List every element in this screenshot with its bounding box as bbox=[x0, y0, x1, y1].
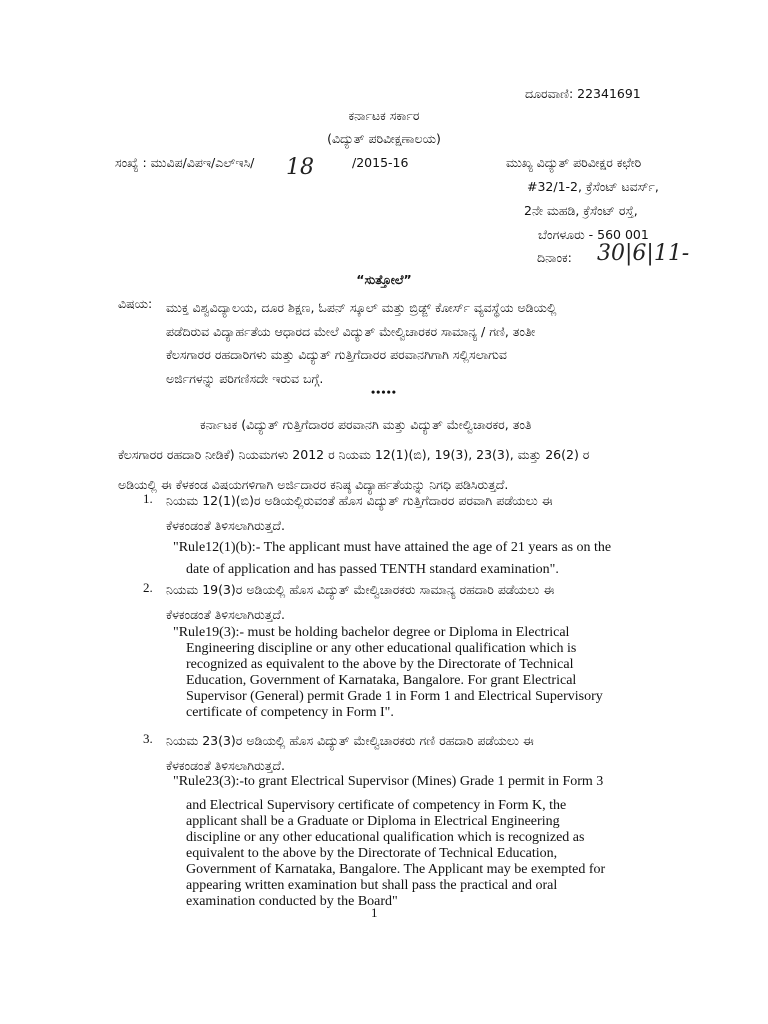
rule-label: "Rule23(3):- bbox=[173, 774, 245, 789]
rule-23-quote bbox=[173, 774, 653, 910]
rule-19-quote bbox=[173, 625, 653, 721]
address-line-1: #32/1-2, ಕ್ರೆಸೆಂಟ್ ಟವರ್ಸ್, bbox=[527, 179, 659, 194]
rule-text: recognized as equivalent to the above by the Directorate of Technical bbox=[186, 657, 574, 672]
item-1-text bbox=[166, 488, 666, 538]
subject-line: ಮುಕ್ತ ವಿಶ್ವವಿದ್ಯಾಲಯ, ದೂರ ಶಿಕ್ಷಣ, ಓಪನ್ ಸ್ಕೂಲ್ ಮತ್ತು ಬ್ರಿಡ್ಜ್ ಕೋರ್ಸ್ ವ್ಯವಸ್ಥೆಯ ಅಡಿಯಲ್ಲಿ bbox=[166, 300, 557, 315]
intro-paragraph bbox=[118, 410, 668, 500]
office-name: ಮುಖ್ಯ ವಿದ್ಯುತ್ ಪರಿವೀಕ್ಷರ ಕಛೇರಿ bbox=[506, 155, 642, 170]
address-line-2: 2ನೇ ಮಹಡಿ, ಕ್ರೆಸೆಂಟ್ ರಸ್ತೆ, bbox=[524, 203, 638, 218]
item-number: 3. bbox=[143, 731, 153, 746]
department-name: (ವಿದ್ಯುತ್ ಪರಿವೀಕ್ಷಣಾಲಯ) bbox=[327, 131, 441, 146]
item-line: ನಿಯಮ 23(3)ರ ಅಡಿಯಲ್ಲಿ ಹೊಸ ವಿದ್ಯುತ್ ಮೇಲ್ವಿಚಾರಕರು ಗಣಿ ರಹದಾರಿ ಪಡೆಯಲು ಈ bbox=[166, 733, 534, 748]
rule-text: and Electrical Supervisory certificate of competency in Form K, the bbox=[186, 798, 567, 813]
rule-text: certificate of competency in Form I". bbox=[186, 705, 394, 720]
rule-label: "Rule12(1)(b):- bbox=[173, 540, 261, 555]
item-number: 1. bbox=[143, 491, 153, 506]
item-line: ಕೆಳಕಂಡಂತೆ ತಿಳಿಸಲಾಗಿರುತ್ತದೆ. bbox=[166, 758, 285, 773]
government-name: ಕರ್ನಾಟಕ ಸರ್ಕಾರ bbox=[348, 108, 420, 123]
intro-line: ಅಡಿಯಲ್ಲಿ ಈ ಕೆಳಕಂಡ ವಿಷಯಗಳಿಗಾಗಿ ಅರ್ಜಿದಾರರ ಕನಿಷ್ಠ ವಿದ್ಯಾರ್ಹತೆಯನ್ನು ನಿಗಧಿ ಪಡಿಸಿರುತ್ತದೆ. bbox=[118, 477, 509, 492]
rule-text: must be holding bachelor degree or Diploma in Electrical bbox=[244, 625, 570, 640]
section-separator: ••••• bbox=[370, 385, 397, 399]
subject-line: ಕೆಲಸಗಾರರ ರಹದಾರಿಗಳು ಮತ್ತು ವಿದ್ಯುತ್ ಗುತ್ತಿಗೆದಾರರ ಪರವಾನಗಿಗಾಗಿ ಸಲ್ಲಿಸಲಾಗುವ bbox=[166, 347, 507, 362]
rule-text: equivalent to the above by the Directorate of Technical Education, bbox=[186, 846, 558, 861]
reference-year: /2015-16 bbox=[352, 155, 409, 170]
rule-text: The applicant must have attained the age of 21 years as on the bbox=[260, 540, 612, 555]
subject-line: ಪಡೆದಿರುವ ವಿದ್ಯಾರ್ಹತೆಯ ಆಧಾರದ ಮೇಲೆ ವಿದ್ಯುತ್ ಮೇಲ್ವಿಚಾರಕರ ಸಾಮಾನ್ಯ / ಗಣಿ, ತಂತೀ bbox=[166, 323, 536, 339]
rule-text: Supervisor (General) permit Grade 1 in Form 1 and Electrical Supervisory bbox=[186, 689, 603, 704]
rule-text: Government of Karnataka, Bangalore. The Applicant may be exempted for bbox=[186, 862, 606, 877]
item-3-text bbox=[166, 728, 666, 778]
item-line: ನಿಯಮ 19(3)ರ ಅಡಿಯಲ್ಲಿ ಹೊಸ ವಿದ್ಯುತ್ ಮೇಲ್ವಿಚಾರಕರು ಸಾಮಾನ್ಯ ರಹದಾರಿ ಪಡೆಯಲು ಈ bbox=[166, 582, 555, 597]
rule-text: appearing written examination but shall pass the practical and oral bbox=[186, 878, 558, 893]
item-line: ಕೆಳಕಂಡಂತೆ ತಿಳಿಸಲಾಗಿರುತ್ತದೆ. bbox=[166, 607, 285, 622]
subject-line: ಅರ್ಜಿಗಳನ್ನು ಪರಿಗಣಿಸದೇ ಇರುವ ಬಗ್ಗೆ. bbox=[166, 370, 324, 386]
rule-text: discipline or any other educational qualification which is recognized as bbox=[186, 830, 585, 845]
item-line: ಕೆಳಕಂಡಂತೆ ತಿಳಿಸಲಾಗಿರುತ್ತದೆ. bbox=[166, 518, 285, 533]
rule-text: examination conducted by the Board" bbox=[186, 894, 398, 909]
intro-line: ಕೆಲಸಗಾರರ ರಹದಾರಿ ನೀಡಿಕೆ) ನಿಯಮಗಳು 2012 ರ ನಿಯಮ 12(1)(ಬಿ), 19(3), 23(3), ಮತ್ತು 26(2) ರ bbox=[118, 447, 590, 462]
reference-number-prefix: ಸಂಖ್ಯೆ : ಮುವಿಪ/ವಿಪಇ/ಎಲ್‌ಇಸಿ/ bbox=[115, 155, 255, 170]
subject-label: ವಿಷಯ: bbox=[118, 296, 153, 311]
rule-text: date of application and has passed TENTH standard examination". bbox=[186, 562, 559, 577]
reference-number-handwritten: 18 bbox=[286, 155, 314, 180]
item-number: 2. bbox=[143, 580, 153, 595]
rule-12-quote bbox=[173, 537, 653, 581]
item-2-text bbox=[166, 577, 666, 627]
item-line: ನಿಯಮ 12(1)(ಬಿ)ರ ಅಡಿಯಲ್ಲಿರುವಂತೆ ಹೊಸ ವಿದ್ಯುತ್ ಗುತ್ತಿಗೆದಾರರ ಪರವಾಗಿ ಪಡೆಯಲು ಈ bbox=[166, 493, 553, 508]
rule-text: Engineering discipline or any other educational qualification which is bbox=[186, 641, 577, 656]
page-number: 1 bbox=[371, 905, 378, 920]
intro-line: ಕರ್ನಾಟಕ (ವಿದ್ಯುತ್ ಗುತ್ತಿಗೆದಾರರ ಪರವಾನಗಿ ಮತ್ತು ವಿದ್ಯುತ್ ಮೇಲ್ವಿಚಾರಕರ, ತಂತಿ bbox=[200, 417, 532, 432]
subject-text bbox=[166, 296, 666, 390]
rule-text: Education, Government of Karnataka, Bangalore. For grant Electrical bbox=[186, 673, 577, 688]
circular-title: “ಸುತ್ತೋಲೆ” bbox=[356, 272, 412, 287]
phone-number: ದೂರವಾಣಿ: 22341691 bbox=[525, 86, 641, 101]
address-line-3: ಬೆಂಗಳೂರು - 560 001 bbox=[538, 227, 649, 242]
rule-text: to grant Electrical Supervisor (Mines) Grade 1 permit in Form 3 bbox=[244, 774, 604, 789]
date-label: ದಿನಾಂಕ: bbox=[537, 250, 572, 265]
date-handwritten: 30|6|11- bbox=[597, 241, 690, 266]
rule-text: applicant shall be a Graduate or Diploma in Electrical Engineering bbox=[186, 814, 560, 829]
rule-label: "Rule19(3):- bbox=[173, 625, 245, 640]
